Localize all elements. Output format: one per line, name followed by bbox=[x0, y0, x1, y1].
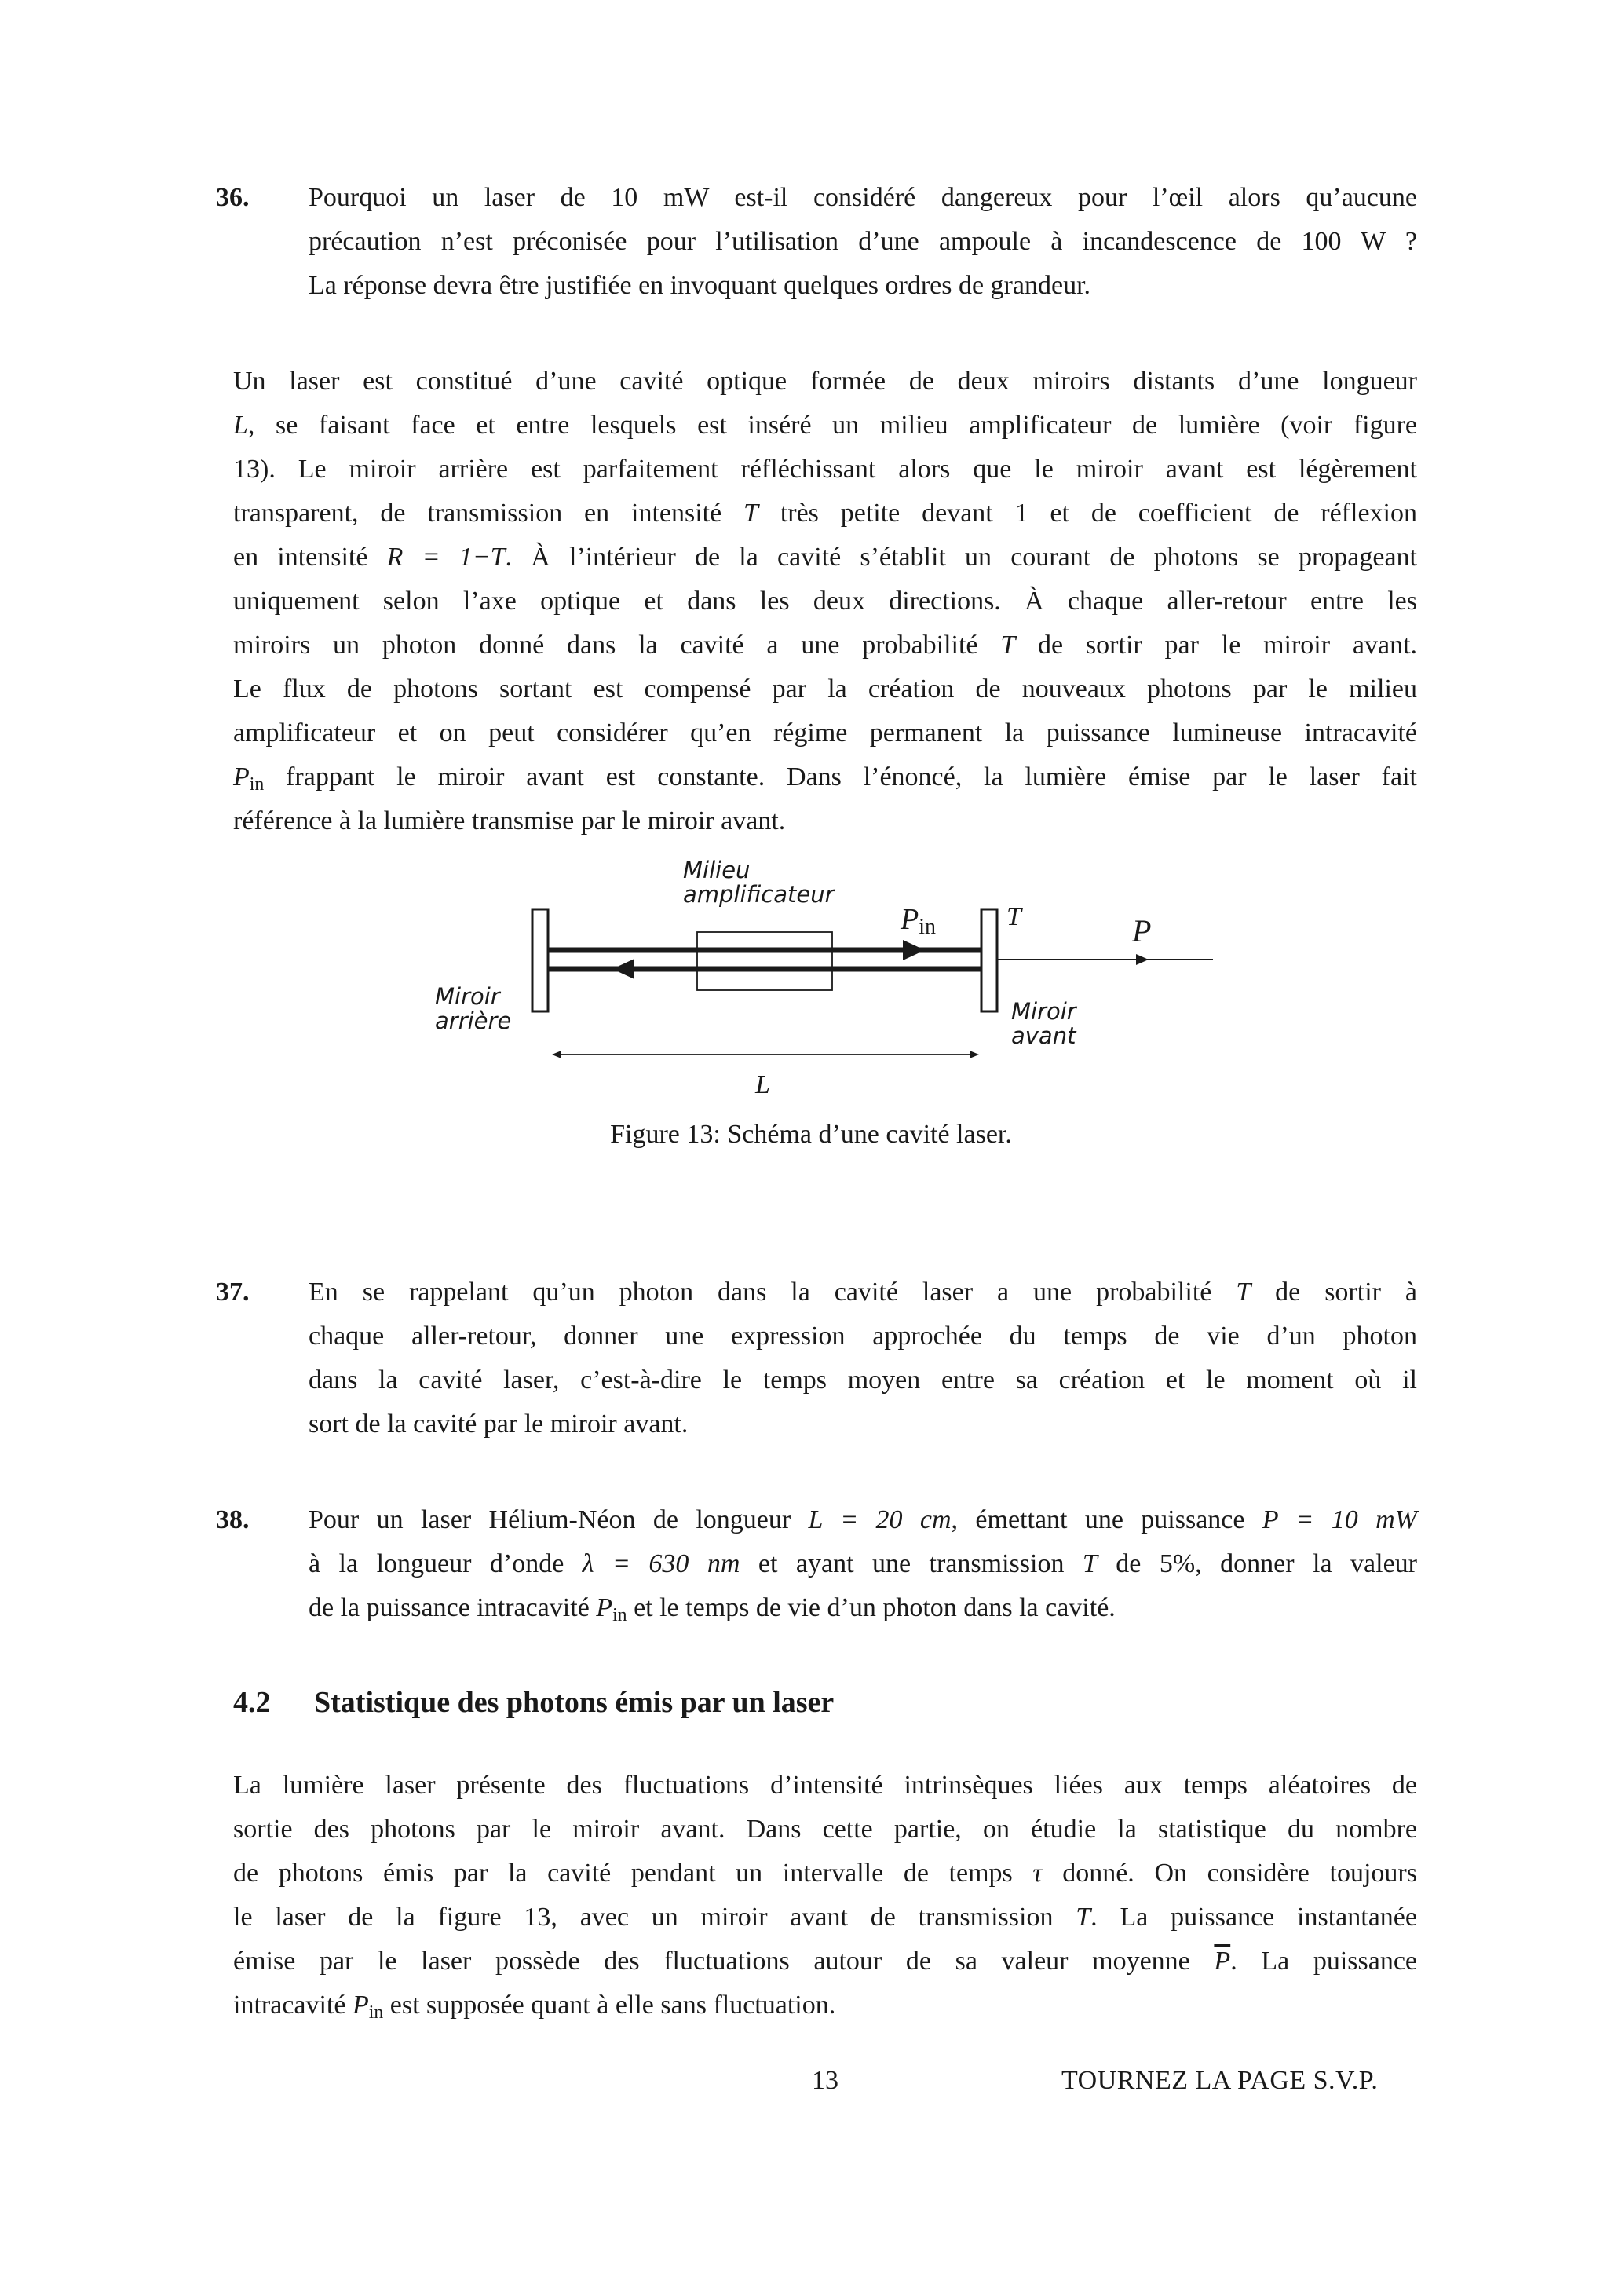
label-pin: Pin bbox=[901, 903, 936, 939]
math-symbol-mean: $\overline{P}$ bbox=[1214, 1947, 1231, 1976]
question-number: 38. bbox=[216, 1505, 250, 1534]
text-line: La réponse devra être justifiée en invoquant quelques ordres de grandeur. bbox=[309, 271, 1091, 300]
label-transmission: T bbox=[1006, 902, 1021, 931]
intro-paragraph bbox=[233, 360, 1417, 843]
text-line: Un laser est constitué d’une cavité optique formée de deux miroirs distants d’une longueur bbox=[233, 367, 1417, 396]
question-38 bbox=[216, 1498, 1417, 1630]
section-heading bbox=[233, 1685, 834, 1720]
laser-cavity-figure bbox=[416, 852, 1240, 1103]
math-equation: L = 20 cm bbox=[808, 1505, 952, 1534]
label-front-mirror-line1: Miroir bbox=[1011, 998, 1076, 1025]
math-symbol: L bbox=[233, 411, 248, 440]
label-rear-mirror-line2: arrière bbox=[435, 1007, 512, 1034]
text-line: $P_{in}$ frappant le miroir avant est constante. Dans l’énoncé, la lumière émise par le laser fait bbox=[233, 762, 1417, 795]
text-line: en intensité R = 1−T. À l’intérieur de la cavité s’établit un courant de photons se propageant bbox=[233, 543, 1417, 572]
forward-arrow-icon bbox=[903, 940, 925, 960]
math-equation: λ = 630 nm bbox=[582, 1549, 740, 1578]
statistics-paragraph bbox=[233, 1764, 1417, 2027]
text-line: à la longueur d’onde λ = 630 nm et ayant une transmission T de 5%, donner la valeur bbox=[309, 1549, 1417, 1578]
text-line: le laser de la figure 13, avec un miroir avant de transmission T. La puissance instantanée bbox=[233, 1903, 1417, 1932]
question-number: 36. bbox=[216, 183, 250, 212]
question-number: 37. bbox=[216, 1278, 250, 1307]
front-mirror bbox=[981, 909, 997, 1011]
turn-page-note: TOURNEZ LA PAGE S.V.P. bbox=[1061, 2066, 1379, 2095]
section-title: Statistique des photons émis par un laser bbox=[314, 1686, 835, 1719]
label-rear-mirror-line1: Miroir bbox=[435, 983, 500, 1010]
question-37 bbox=[216, 1270, 1417, 1446]
label-front-mirror-line2: avant bbox=[1011, 1022, 1076, 1049]
label-medium-line1: Milieu bbox=[683, 857, 751, 883]
math-symbol: T bbox=[1076, 1903, 1091, 1932]
text-line: L, se faisant face et entre lesquels est inséré un milieu amplificateur de lumière (voir figure bbox=[233, 411, 1417, 440]
text-line: chaque aller-retour, donner une expression approchée du temps de vie d’un photon bbox=[309, 1322, 1417, 1351]
text-line: précaution n’est préconisée pour l’utilisation d’une ampoule à incandescence de 100 W ? bbox=[309, 227, 1417, 256]
text-line: intracavité $P_{in}$ est supposée quant à elle sans fluctuation. bbox=[233, 1991, 836, 2023]
label-output-power: P bbox=[1132, 913, 1152, 949]
text-line: de photons émis par la cavité pendant un intervalle de temps τ donné. On considère toujours bbox=[233, 1859, 1417, 1888]
text-line: Pour un laser Hélium-Néon de longueur L = 20 cm, émettant une puissance P = 10 mW bbox=[309, 1505, 1417, 1534]
text-line: émise par le laser possède des fluctuations autour de sa valeur moyenne $\overline{P}$. La puissance bbox=[233, 1947, 1417, 1976]
text-line: Pourquoi un laser de 10 mW est-il considéré dangereux pour l’œil alors qu’aucune bbox=[309, 183, 1417, 212]
text-line: de la puissance intracavité $P_{in}$ et le temps de vie d’un photon dans la cavité. bbox=[309, 1593, 1116, 1625]
math-symbol: T bbox=[1000, 631, 1016, 660]
text-line: 13). Le miroir arrière est parfaitement réfléchissant alors que le miroir avant est légèrement bbox=[233, 455, 1417, 484]
math-equation: P = 10 mW bbox=[1262, 1505, 1417, 1534]
text-line: Le flux de photons sortant est compensé par la création de nouveaux photons par le milieu bbox=[233, 675, 1417, 704]
label-length: L bbox=[755, 1070, 770, 1099]
text-line: sort de la cavité par le miroir avant. bbox=[309, 1409, 689, 1439]
math-symbol: T bbox=[1236, 1278, 1251, 1307]
math-symbol: T bbox=[743, 499, 758, 528]
label-medium-line2: amplificateur bbox=[683, 881, 835, 908]
math-symbol: P bbox=[352, 1991, 369, 2020]
math-symbol: P bbox=[233, 762, 250, 792]
text-line: référence à la lumière transmise par le miroir avant. bbox=[233, 806, 786, 835]
math-equation: R = 1−T bbox=[386, 543, 506, 572]
page-number: 13 bbox=[812, 2066, 838, 2095]
text-line: dans la cavité laser, c’est-à-dire le temps moyen entre sa création et le moment où il bbox=[309, 1366, 1417, 1395]
text-line: transparent, de transmission en intensité T très petite devant 1 et de coefficient de réflexion bbox=[233, 499, 1417, 528]
text-line: uniquement selon l’axe optique et dans les deux directions. À chaque aller-retour entre les bbox=[233, 587, 1417, 616]
math-symbol: P bbox=[596, 1593, 613, 1622]
text-line: sortie des photons par le miroir avant. Dans cette partie, on étudie la statistique du nombre bbox=[233, 1815, 1417, 1844]
figure-caption: Figure 13: Schéma d’une cavité laser. bbox=[610, 1120, 1012, 1149]
question-36 bbox=[216, 176, 1417, 308]
text-line: La lumière laser présente des fluctuations d’intensité intrinsèques liées aux temps aléatoires de bbox=[233, 1771, 1417, 1800]
math-symbol: τ bbox=[1032, 1859, 1043, 1888]
section-number: 4.2 bbox=[233, 1686, 271, 1719]
math-symbol: T bbox=[1082, 1549, 1098, 1578]
text-line: amplificateur et on peut considérer qu’en régime permanent la puissance lumineuse intracavité bbox=[233, 718, 1417, 748]
text-line: miroirs un photon donné dans la cavité a une probabilité T de sortir par le miroir avant. bbox=[233, 631, 1418, 660]
backward-arrow-icon bbox=[612, 959, 634, 979]
laser-cavity-diagram bbox=[416, 852, 1240, 1103]
amplifying-medium bbox=[697, 932, 832, 990]
text-line: En se rappelant qu’un photon dans la cavité laser a une probabilité T de sortir à bbox=[309, 1278, 1418, 1307]
output-arrow-icon bbox=[1136, 954, 1149, 965]
rear-mirror bbox=[532, 909, 548, 1011]
